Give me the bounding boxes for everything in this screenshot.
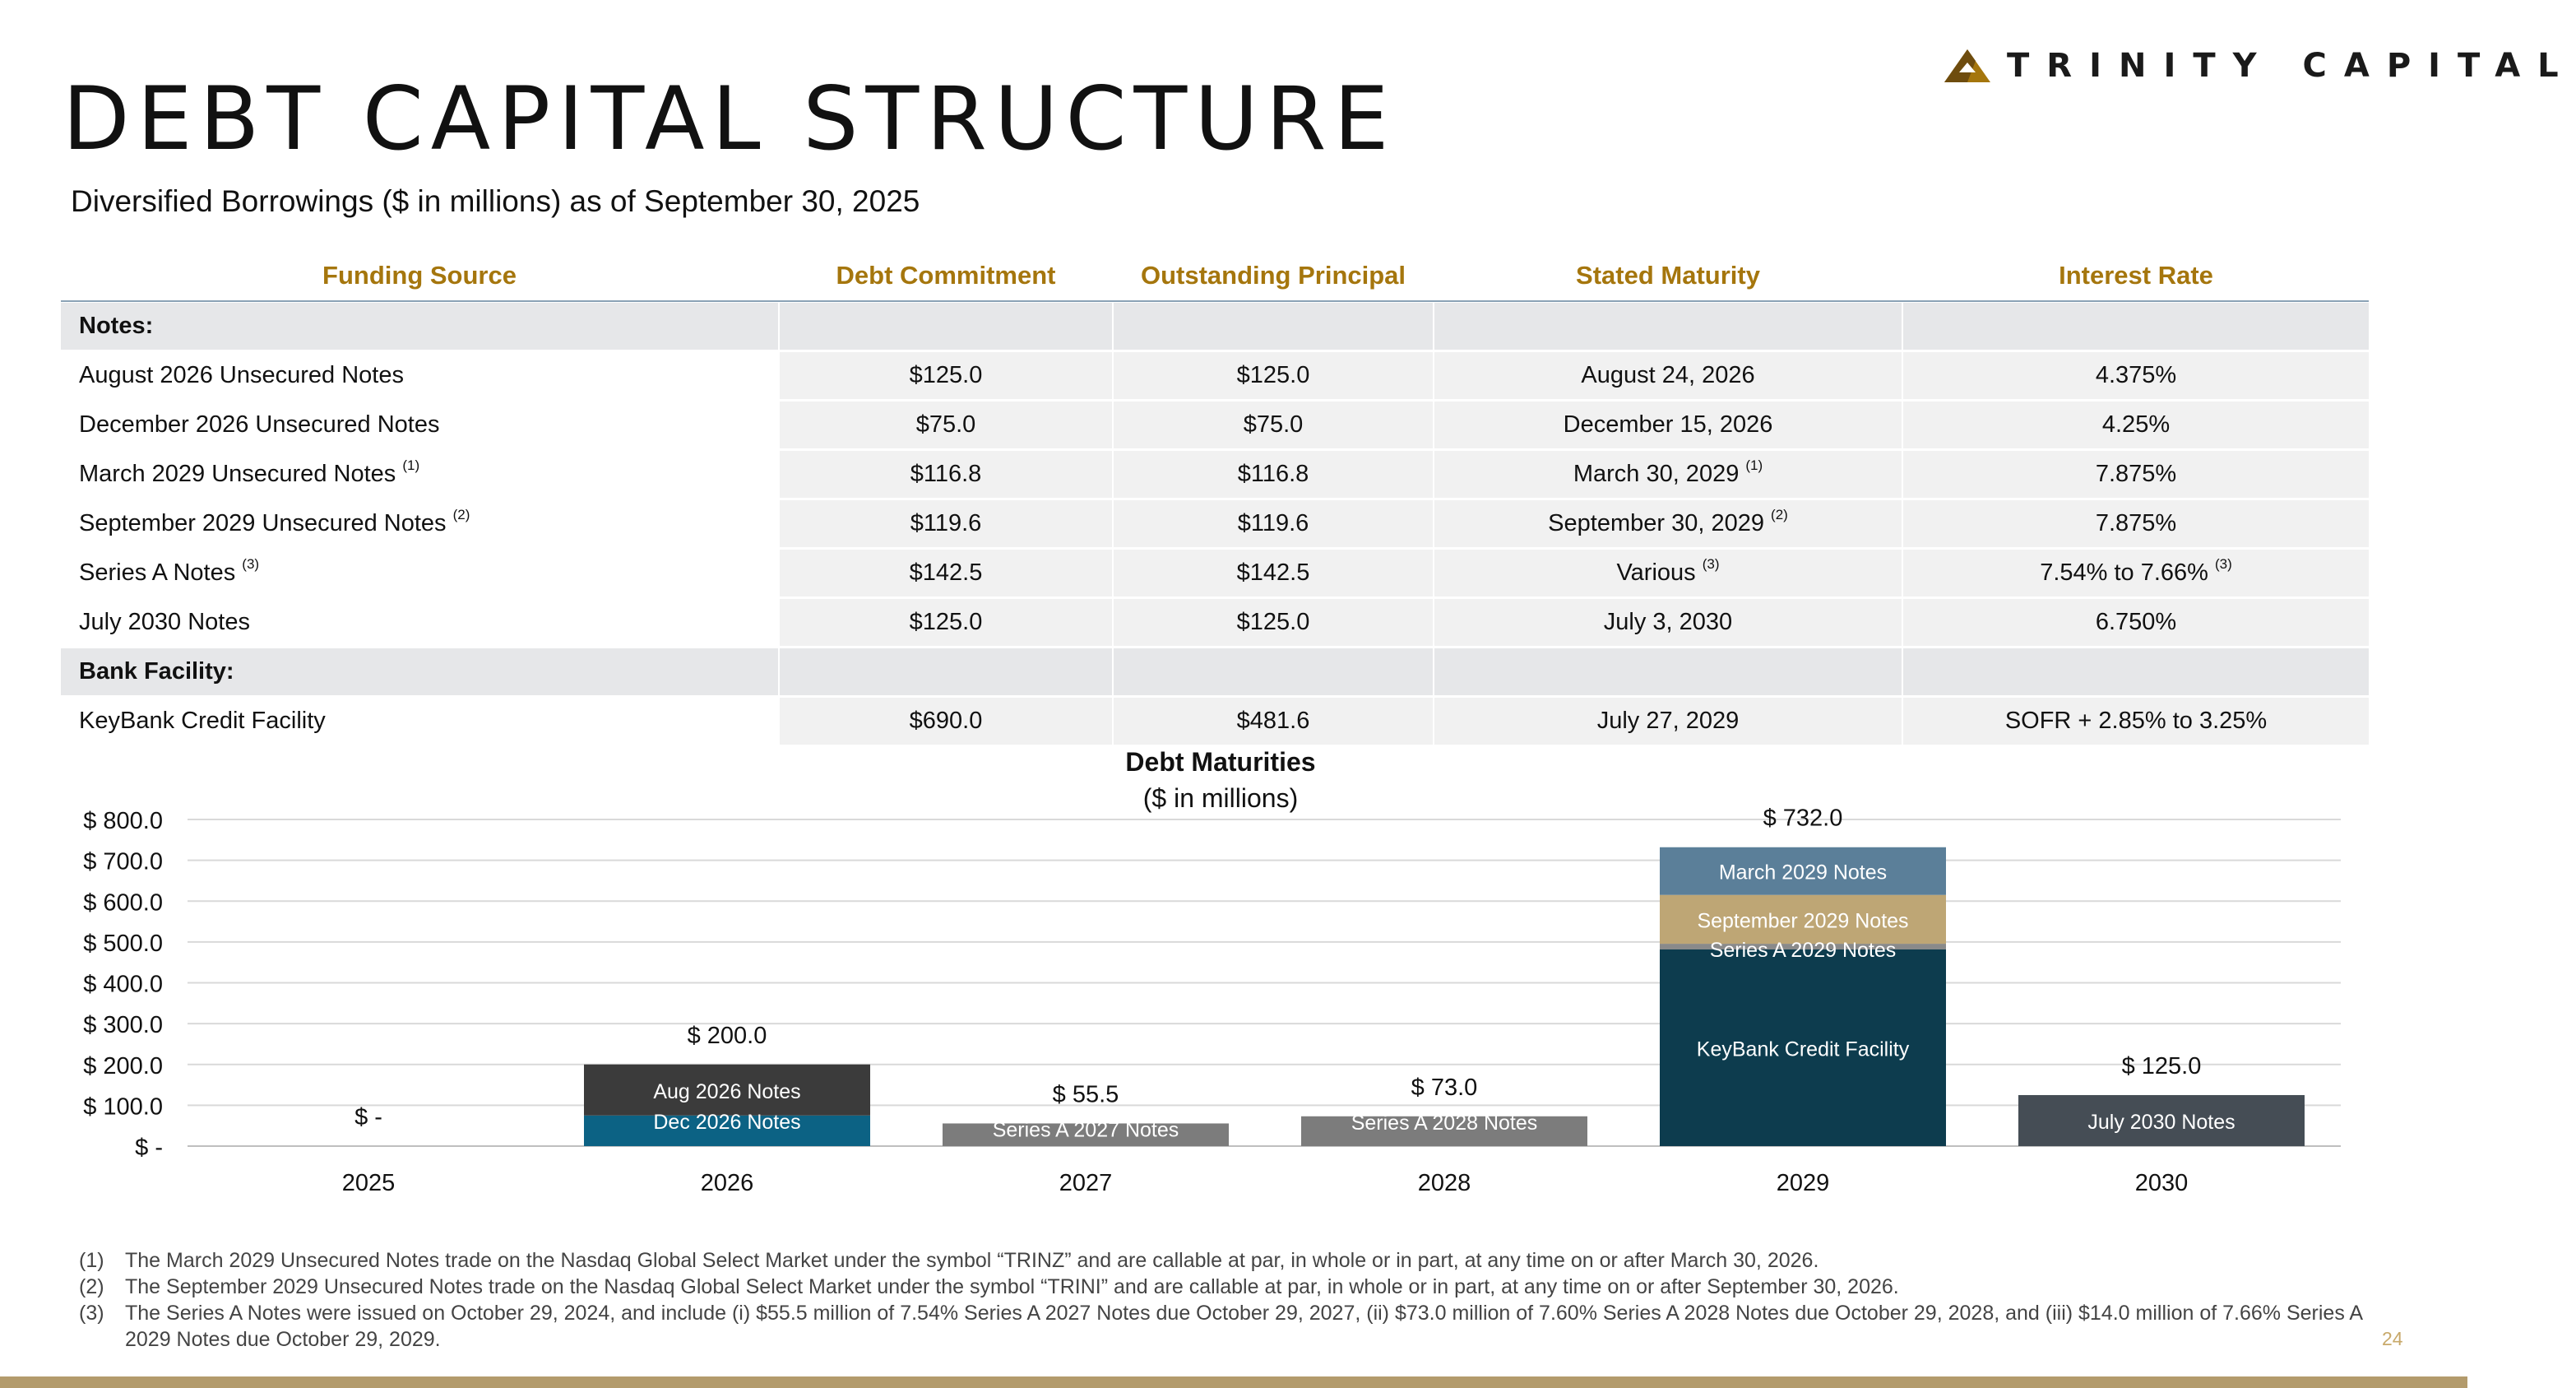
cell-outstanding-principal: $481.6 — [1114, 698, 1433, 745]
section-label-notes: Notes: — [61, 303, 778, 350]
bar-total-label: $ 73.0 — [1411, 1074, 1478, 1101]
cell-debt-commitment: $125.0 — [780, 599, 1112, 646]
logo-text: TRINITY CAPITAL — [2007, 47, 2576, 85]
cell-outstanding-principal: $142.5 — [1114, 550, 1433, 597]
footnote-number: (2) — [79, 1275, 104, 1298]
bottom-accent-bar — [0, 1376, 2467, 1388]
cell-outstanding-principal: $116.8 — [1114, 451, 1433, 498]
y-tick-label: $ 600.0 — [83, 889, 163, 917]
cell-debt-commitment: $119.6 — [780, 500, 1112, 547]
debt-maturities-chart — [0, 790, 2467, 1201]
bar-total-label: $ 55.5 — [1052, 1081, 1119, 1108]
table-row — [61, 451, 2369, 498]
chart-title: Debt Maturities — [1125, 747, 1316, 777]
table-section-notes — [61, 303, 2369, 350]
cell-debt-commitment: $690.0 — [780, 698, 1112, 745]
y-tick-label: $ - — [135, 1135, 163, 1161]
section-label-bank-facility: Bank Facility: — [61, 648, 778, 695]
cell-funding-source: July 2030 Notes — [79, 609, 250, 635]
cell-outstanding-principal: $125.0 — [1114, 599, 1433, 646]
footnote — [79, 1247, 2365, 1274]
cell-interest-rate: 7.54% to 7.66% $^{(3)}$ — [1903, 550, 2369, 597]
y-tick-label: $ 400.0 — [83, 971, 163, 998]
company-logo — [1943, 46, 2576, 86]
cell-outstanding-principal: $125.0 — [1114, 352, 1433, 399]
cell-stated-maturity: July 3, 2030 — [1434, 599, 1902, 646]
cell-interest-rate: 4.375% — [1903, 352, 2369, 399]
table-row — [61, 352, 2369, 399]
column-header-outstanding-principal: Outstanding Principal — [1140, 261, 1406, 290]
footnote-text: The Series A Notes were issued on October 29, 2024, and include (i) $55.5 million of 7.54% Series A 2027 Notes due October 29, 2027, (ii) $73.0 million of 7.60% Series A 2028 Notes due October 29, 2028, and (iii) $14.0 million of 7.66% Series A 2029 Notes due October 29, 2029. — [125, 1302, 2362, 1351]
y-tick-label: $ 100.0 — [83, 1093, 163, 1121]
footnote-text: The September 2029 Unsecured Notes trade on the Nasdaq Global Select Market under the symbol “TRINI” and are callable at par, in whole or in part, at any time on or after September 30, 2026. — [125, 1275, 1899, 1298]
cell-funding-source: September 2029 Unsecured Notes $^{(2)}$ — [79, 507, 470, 536]
cell-debt-commitment: $142.5 — [780, 550, 1112, 597]
cell-debt-commitment: $75.0 — [780, 402, 1112, 448]
y-tick-label: $ 800.0 — [83, 808, 163, 834]
bar-segment-label: September 2029 Notes — [1697, 909, 1909, 933]
bar-segment-label: July 2030 Notes — [2087, 1110, 2235, 1134]
bar-total-label: $ 125.0 — [2121, 1052, 2202, 1079]
bar-segment-label: March 2029 Notes — [1718, 861, 1888, 884]
column-header-interest-rate: Interest Rate — [2059, 261, 2213, 290]
cell-stated-maturity: August 24, 2026 — [1434, 352, 1902, 399]
cell-debt-commitment: $116.8 — [780, 451, 1112, 498]
cell-stated-maturity: September 30, 2029 $^{(2)}$ — [1434, 500, 1902, 547]
page-number: 24 — [2382, 1328, 2403, 1349]
cell-stated-maturity: Various $^{(3)}$ — [1434, 550, 1902, 597]
table-row-keybank — [61, 698, 2369, 745]
bar-segment-label: Series A 2028 Notes — [1351, 1111, 1538, 1135]
y-tick-label: $ 200.0 — [83, 1052, 163, 1079]
bar-total-label: $ 732.0 — [1763, 805, 1843, 832]
y-tick-label: $ 500.0 — [83, 930, 163, 957]
bar-total-label: $ 200.0 — [687, 1022, 767, 1049]
page-subtitle: Diversified Borrowings ($ in millions) as of September 30, 2025 — [71, 184, 920, 218]
cell-stated-maturity: December 15, 2026 — [1434, 402, 1902, 448]
cell-outstanding-principal: $119.6 — [1114, 500, 1433, 547]
table-header — [61, 251, 2369, 302]
bar-segment-label: KeyBank Credit Facility — [1696, 1038, 1910, 1061]
footnote-number: (3) — [79, 1302, 104, 1325]
cell-stated-maturity: March 30, 2029 $^{(1)}$ — [1434, 451, 1902, 498]
cell-funding-source: Series A Notes $^{(3)}$ — [79, 556, 260, 586]
cell-funding-source: March 2029 Unsecured Notes $^{(1)}$ — [79, 457, 420, 487]
cell-interest-rate: 7.875% — [1903, 451, 2369, 498]
table-row — [61, 599, 2369, 646]
bar-total-label: $ - — [354, 1104, 382, 1130]
column-header-stated-maturity: Stated Maturity — [1576, 261, 1760, 290]
x-tick-label: 2028 — [1417, 1170, 1471, 1196]
cell-funding-source: December 2026 Unsecured Notes — [79, 411, 440, 438]
y-tick-label: $ 300.0 — [83, 1012, 163, 1039]
footnote — [79, 1300, 2365, 1353]
cell-interest-rate: 7.875% — [1903, 500, 2369, 547]
y-tick-label: $ 700.0 — [83, 848, 163, 875]
column-header-debt-commitment: Debt Commitment — [836, 261, 1056, 290]
cell-interest-rate: 4.25% — [1903, 402, 2369, 448]
cell-stated-maturity: July 27, 2029 — [1434, 698, 1902, 745]
footnotes — [79, 1247, 2365, 1353]
cell-debt-commitment: $125.0 — [780, 352, 1112, 399]
bar-segment-label: Aug 2026 Notes — [653, 1079, 801, 1103]
cell-funding-source: August 2026 Unsecured Notes — [79, 362, 404, 388]
cell-outstanding-principal: $75.0 — [1114, 402, 1433, 448]
cell-funding-source: KeyBank Credit Facility — [79, 708, 326, 734]
footnote-number: (1) — [79, 1249, 104, 1272]
cell-interest-rate: SOFR + 2.85% to 3.25% — [1903, 698, 2369, 745]
x-tick-label: 2029 — [1776, 1170, 1830, 1196]
bar-segment-label: Series A 2027 Notes — [992, 1118, 1179, 1142]
page-title: DEBT CAPITAL STRUCTURE — [63, 68, 1397, 169]
table-row — [61, 550, 2369, 597]
x-tick-label: 2026 — [700, 1170, 754, 1196]
chart-subtitle: ($ in millions) — [1142, 783, 1299, 813]
x-tick-label: 2027 — [1059, 1170, 1113, 1196]
column-header-funding-source: Funding Source — [322, 261, 517, 290]
bar-segment-label: Series A 2029 Notes — [1709, 939, 1897, 963]
footnote — [79, 1274, 2365, 1300]
triangle-logo-icon — [1943, 48, 1992, 84]
table-section-bank-facility — [61, 648, 2369, 695]
x-tick-label: 2030 — [2134, 1170, 2189, 1196]
table-row — [61, 402, 2369, 448]
table-row — [61, 500, 2369, 547]
x-tick-label: 2025 — [341, 1170, 396, 1196]
bar-segment-label: Dec 2026 Notes — [653, 1110, 801, 1134]
cell-interest-rate: 6.750% — [1903, 599, 2369, 646]
footnote-text: The March 2029 Unsecured Notes trade on the Nasdaq Global Select Market under the symbol “TRINZ” and are callable at par, in whole or in part, at any time on or after March 30, 2026. — [125, 1249, 1819, 1272]
